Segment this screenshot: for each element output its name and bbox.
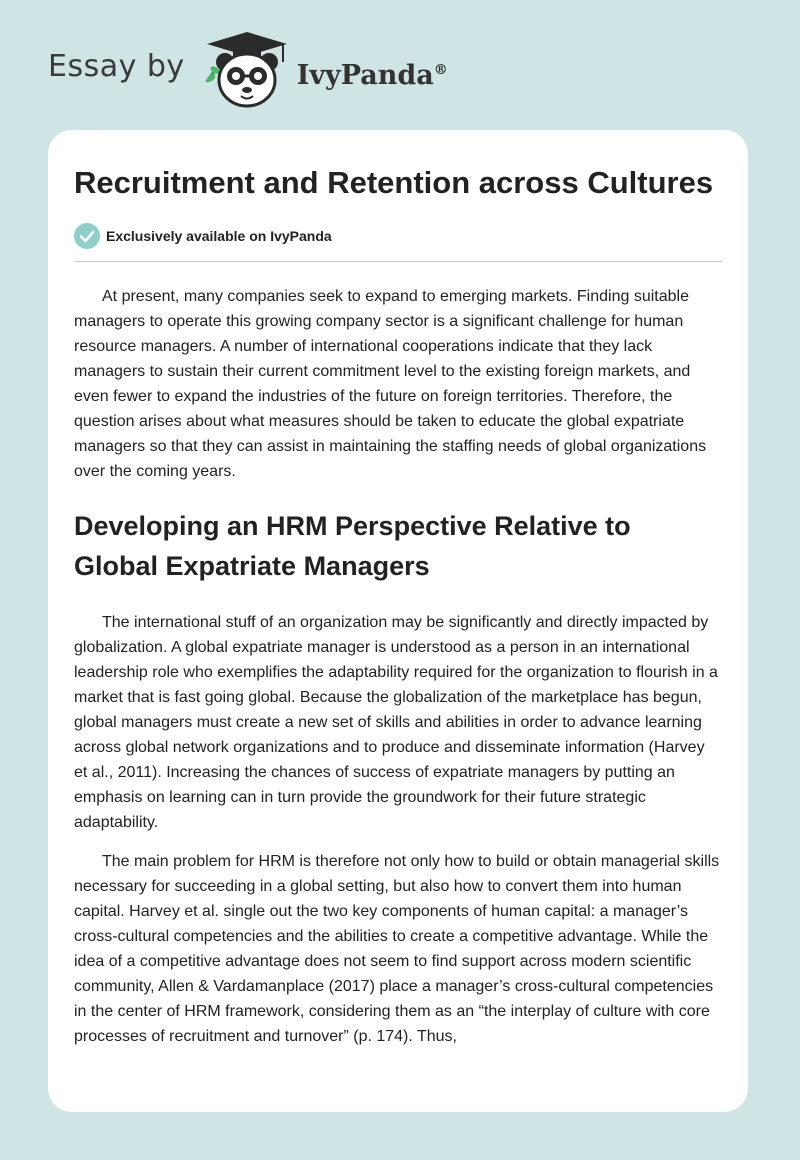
panda-logo-icon[interactable]: [201, 30, 293, 110]
essay-by-label: Essay by: [48, 48, 185, 84]
brand-name[interactable]: IvyPanda®: [296, 59, 448, 91]
body-paragraph: The international stuff of an organization may be significantly and directly impacted by globalization. A global expatriate manager is understood as a person in an international leadership role who exemplifies the adaptability required for the organization to flourish in a market that is fast going global. Because the globalization of the marketplace has begun, global managers must create a new set of skills and abilities in order to advance learning across global network organizations and to produce and disseminate information (Harvey et al., 2011). Increasing the chances of success of expatriate managers by putting an emphasis on learning can in turn provide the groundwork for their future strategic adaptability.: [74, 614, 718, 831]
exclusive-badge: [74, 221, 722, 251]
divider: [74, 261, 722, 262]
registered-mark: ®: [433, 61, 448, 78]
essay-card: [48, 130, 748, 1112]
page-title: Recruitment and Retention across Cultures: [74, 165, 714, 200]
exclusive-label: Exclusively available on IvyPanda: [106, 228, 332, 244]
site-header: [48, 30, 548, 110]
intro-paragraph: At present, many companies seek to expand to emerging markets. Finding suitable managers to operate this growing company sector is a significant challenge for human resource managers. A number of international cooperations indicate that they lack managers to sustain their current commitment level to the existing foreign markets, and even fewer to expand the industries of the future on foreign territories. Therefore, the question arises about what measures should be taken to educate the global expatriate managers so that they can assist in maintaining the staffing needs of global organizations over the coming years.: [74, 288, 707, 480]
section-heading: Developing an HRM Perspective Relative to Global Expatriate Managers: [74, 511, 631, 581]
body-paragraph: The main problem for HRM is therefore not only how to build or obtain managerial skills necessary for succeeding in a global setting, but also how to convert them into human capital. Harvey et al. single out the two key components of human capital: a manager’s cross-cultural competencies and the abilities to create a competitive advantage. While the idea of a competitive advantage does not seem to find support across modern scientific community, Allen & Vardamanplace (2017) place a manager’s cross-cultural competencies in the center of HRM framework, considering them as an “the interplay of culture with core processes of recruitment and turnover” (p. 174). Thus,: [74, 853, 720, 1045]
check-circle-icon: [74, 223, 100, 249]
